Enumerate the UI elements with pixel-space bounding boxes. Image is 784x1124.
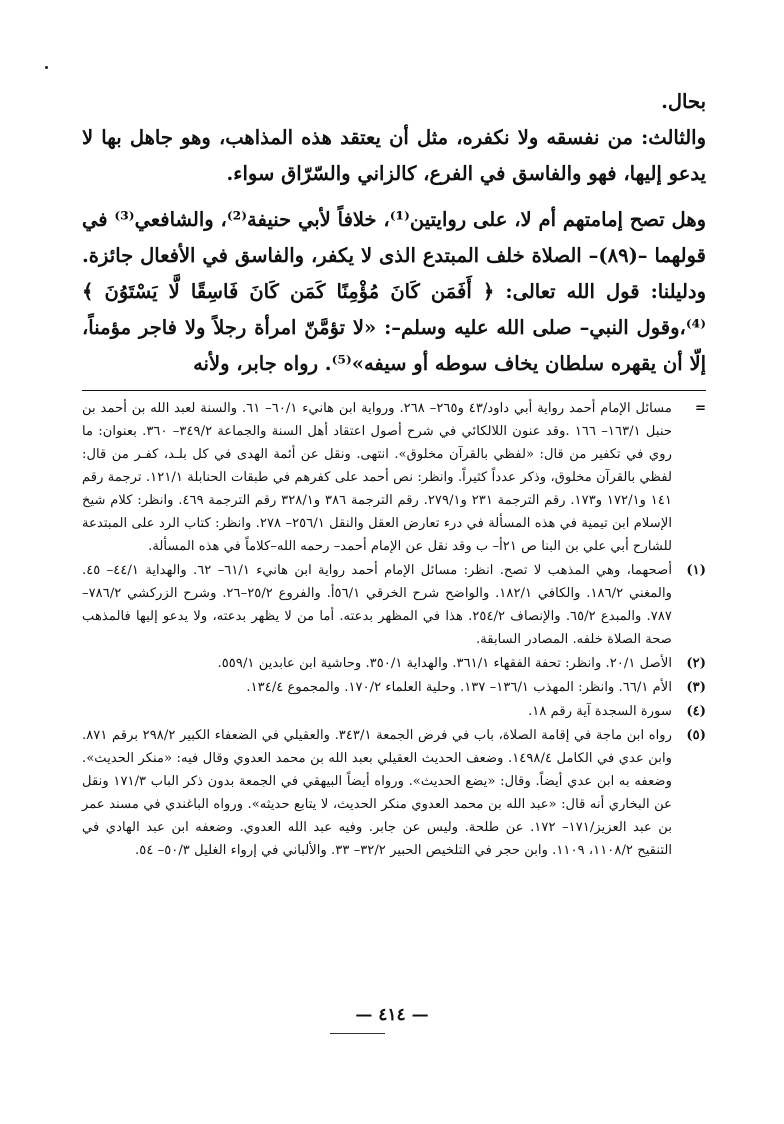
footnote-2	[82, 652, 706, 675]
main-text	[82, 84, 706, 382]
page-body	[82, 84, 706, 863]
footnote-text: الأصل ٢٠/١. وانظر: تحفة الفقهاء ٣٦١/١. والهداية ٣٥٠/١. وحاشية ابن عابدين ٥٥٩/١.	[217, 656, 672, 671]
footnote-text: مسائل الإمام أحمد رواية أبي داود/٤٣ و٢٦٥– ٢٦٨. ورواية ابن هانيء ٦٠/١– ٦١. والسنة لعبد الله بن أحمد بن حنبل ١٦٣/١– ١٦٦ .وقد عنون اللالكائي في شرح أصول اعتقاد أهل السنة والجماعة ٣٤٩/٢– ٣٦٠. بعنوان: ما روي في تكفير من قال: «لفظي بالقرآن مخلوق». انتهى. ونقل عن أئمة الهدى في كل بلـد، كفـر من قال: لفظي بالقرآن مخلوق، وذكر عدداً كثيراً. وانظر: نص أحمد على كفرهم في طبقات الحنابلة ١٢١/١. ترجمة رقم ١٤١ و١٧٢/١ و١٧٣. رقم الترجمة ٢٣١ و٢٧٩/١. رقم الترجمة ٣٨٦ و٣٢٨/١ رقم الترجمة ٤٦٩. وانظر: كلام شيخ الإسلام ابن تيمية في هذه المسألة في درء تعارض العقل والنقل ٢٥٦/١– ٢٧٨. وانظر: كتاب الرد على المبتدعة للشارح أبي علي بن البنا ص ٢١أ– ب وقد نقل عن الإمام أحمد– رحمه الله–كلاماً في هذه المسألة.	[82, 401, 673, 554]
footnote-separator	[82, 390, 706, 391]
footnote-text: سورة السجدة آية رقم ١٨.	[528, 704, 672, 719]
footnote-text: رواه ابن ماجة في إقامة الصلاة، باب في فرض الجمعة ٣٤٣/١. والعقيلي في الضعفاء الكبير ٢٩٨/٢ برقم ٨٧١. وابن عدي في الكامل ١٤٩٨/٤. وضعف الحديث العقيلي بعبد الله بن محمد العدوي وقال فيه: «منكر الحديث». وضعفه به ابن عدي أيضاً. وقال: «يضع الحديث». ورواه أيضاً البيهقي في الجمعة بدون ذكر الباب ١٧١/٣ ونقل عن البخاري أنه قال: «عبد الله بن محمد العدوي منكر الحديث، لا يتابع حديثه». ورواه الباغندي في مسند عمر بن عبد العزيز/١٧١– ١٧٢. عن طلحة. وليس عن جابر. وفيه عبد الله العدوي. وضعفه ابن عبد الهادي في التنقيح ١١٠٨/٢، ١١٠٩. وابن حجر في التلخيص الحبير ٣٢/٢– ٣٣. والألباني في إرواء الغليل ٥٠/٣– ٥٤.	[82, 728, 673, 858]
footnote-number: (٣)	[686, 680, 706, 695]
stray-dot	[45, 66, 48, 69]
footnote-text: أصحهما، وهي المذهب لا تصح. انظر: مسائل الإمام أحمد رواية ابن هانيء ٦١/١– ٦٢. والهداية ٤٤/١– ٤٥. والمغني ١٨٦/٢. والكافي ١٨٢/١. والواضح شرح الخرقي ٥٦/١أ. والفروع ٢٥/٢–٢٦. وشرح الزركشي ٧٨٦/٢– ٧٨٧. والمبدع ٦٥/٢. والإنصاف ٢٥٤/٢. هذا في المظهر بدعته. أما من لا يظهر بدعته، ولا يدعو إليها فالمذهب صحة الصلاة خلفه. المصادر السابقة.	[82, 563, 672, 647]
footnote-5	[82, 724, 706, 862]
footnote-3	[82, 676, 706, 699]
footnotes	[82, 397, 706, 862]
page-number: — ٤١٤ —	[355, 1005, 429, 1025]
footnote-4	[82, 700, 706, 723]
page-number-underline	[330, 1033, 385, 1034]
footnote-text: الأم ٦٦/١. وانظر: المهذب ١٣٦/١– ١٣٧. وحلية العلماء ١٧٠/٢. والمجموع ١٣٤/٤.	[246, 680, 672, 695]
footnote-number: (٢)	[686, 656, 706, 671]
footnote-continuation	[82, 397, 706, 558]
footnote-1	[82, 559, 706, 651]
footnote-number: (١)	[686, 563, 706, 578]
paragraph-2: والثالث: من نفسقه ولا نكفره، مثل أن يعتقد هذه المذاهب، وهو جاهل بها لا يدعو إليها، فهو والفاسق في الفرع، كالزاني والسّرّاق سواء.	[82, 126, 706, 185]
paragraph-3: وهل تصح إمامتهم أم لا، على روايتين⁽¹⁾، خلافاً لأبي حنيفة⁽²⁾، والشافعي⁽³⁾ في قولهما –(٨٩)– الصلاة خلف المبتدع الذى لا يكفر، والفاسق في الأفعال جائزة. ودليلنا: قول الله تعالى: ﴿ أَفَمَن كَانَ مُؤْمِنًا كَمَن كَانَ فَاسِقًا لَّا يَسْتَوُنَ ﴾⁽⁴⁾،وقول النبي– صلى الله عليه وسلم–: «لا تؤمَّنّ امرأة رجلاً ولا فاجر مؤمناً، إلّا أن يقهره سلطان يخاف سوطه أو سيفه»⁽⁵⁾. رواه جابر، ولأنه	[82, 208, 707, 375]
footnote-number: =	[694, 401, 706, 416]
footnote-number: (٤)	[686, 704, 706, 719]
footnote-number: (٥)	[686, 728, 706, 743]
paragraph-1: بحال.	[661, 90, 706, 113]
